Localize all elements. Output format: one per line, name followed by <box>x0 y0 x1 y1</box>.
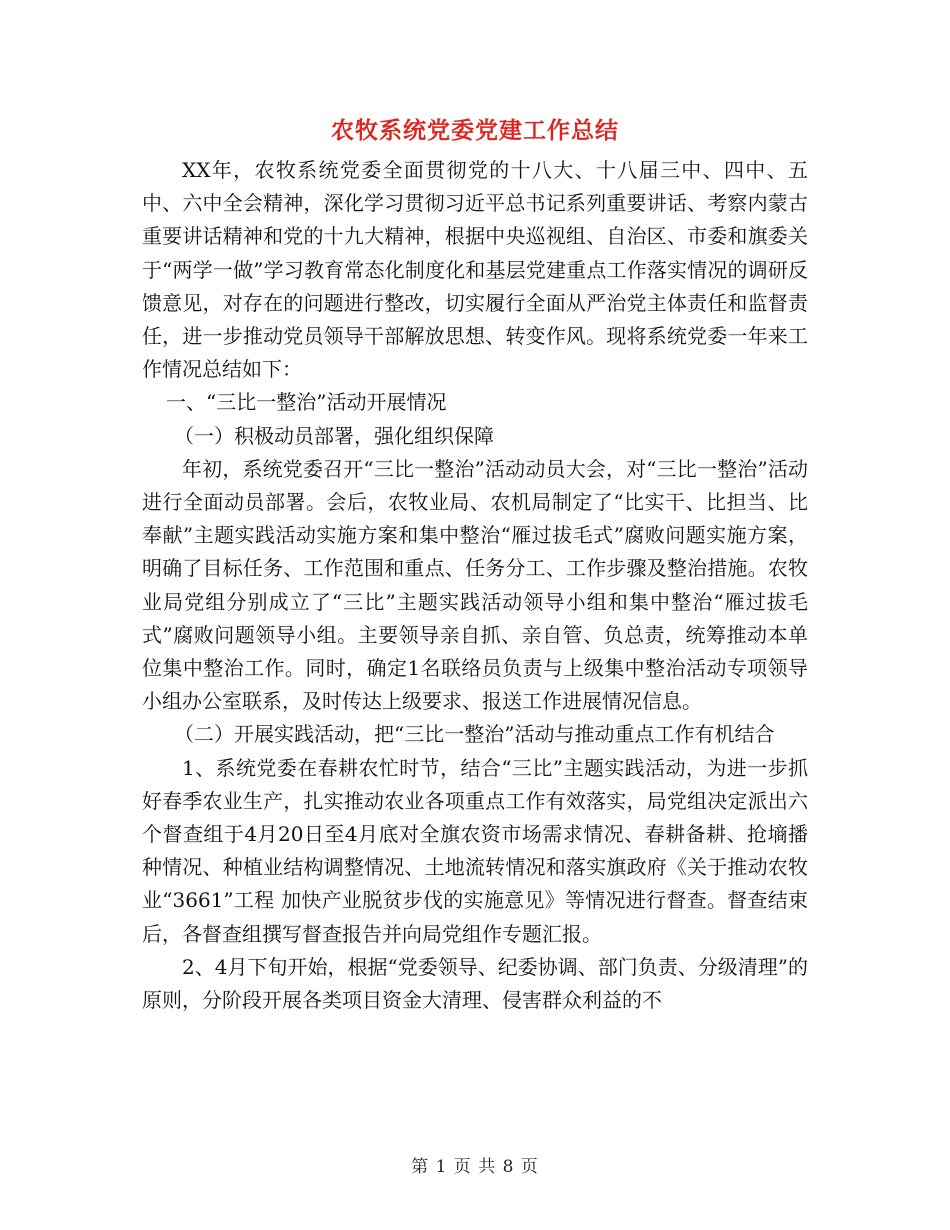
body-paragraph-item-1: 1、系统党委在春耕农忙时节，结合“三比”主题实践活动，为进一步抓好春季农业生产，扎实推动农业各项重点工作有效落实，局党组决定派出六个督查组于4月20日至4月底对全旗农资市场需求情况、春耕备耕、抢墒播种情况、种植业结构调整情况、土地流转情况和落实旗政府《关于推动农牧业“3661”工程 加快产业脱贫步伐的实施意见》等情况进行督查。督查结束后，各督查组撰写督查报告并向局党组作专题汇报。 <box>142 755 808 946</box>
section-heading-1: 一、“三比一整治”活动开展情况 <box>166 390 447 415</box>
document-title: 农牧系统党委党建工作总结 <box>331 117 619 144</box>
intro-paragraph: XX年，农牧系统党委全面贯彻党的十八大、十八届三中、四中、五中、六中全会精神，深化学习贯彻习近平总书记系列重要讲话、考察内蒙古重要讲话精神和党的十九大精神，根据中央巡视组、自治区、市委和旗委关于“两学一做”学习教育常态化制度化和基层党建重点工作落实情况的调研反馈意见，对存在的问题进行整改，切实履行全面从严治党主体责任和监督责任，进一步推动党员领导干部解放思想、转变作风。现将系统党委一年来工作情况总结如下： <box>142 158 808 382</box>
subsection-heading-1: （一）积极动员部署，强化组织保障 <box>174 423 494 448</box>
document-body <box>142 154 808 1017</box>
page-number-footer: 第 1 页 共 8 页 <box>411 1157 539 1177</box>
body-paragraph-mobilization: 年初，系统党委召开“三比一整治”活动动员大会，对“三比一整治”活动进行全面动员部署。会后，农牧业局、农机局制定了“比实干、比担当、比奉献”主题实践活动实施方案和集中整治“雁过拔毛式”腐败问题实施方案，明确了目标任务、工作范围和重点、任务分工、工作步骤及整治措施。农牧业局党组分别成立了“三比”主题实践活动领导小组和集中整治“雁过拔毛式”腐败问题领导小组。主要领导亲自抓、亲自管、负总责，统筹推动本单位集中整治工作。同时，确定1名联络员负责与上级集中整治活动专项领导小组办公室联系，及时传达上级要求、报送工作进展情况信息。 <box>142 456 808 714</box>
subsection-heading-2: （二）开展实践活动，把“三比一整治”活动与推动重点工作有机结合 <box>174 722 775 747</box>
body-paragraph-item-2: 2、4月下旬开始，根据“党委领导、纪委协调、部门负责、分级清理”的原则，分阶段开展各类项目资金大清理、侵害群众利益的不 <box>142 954 808 1013</box>
